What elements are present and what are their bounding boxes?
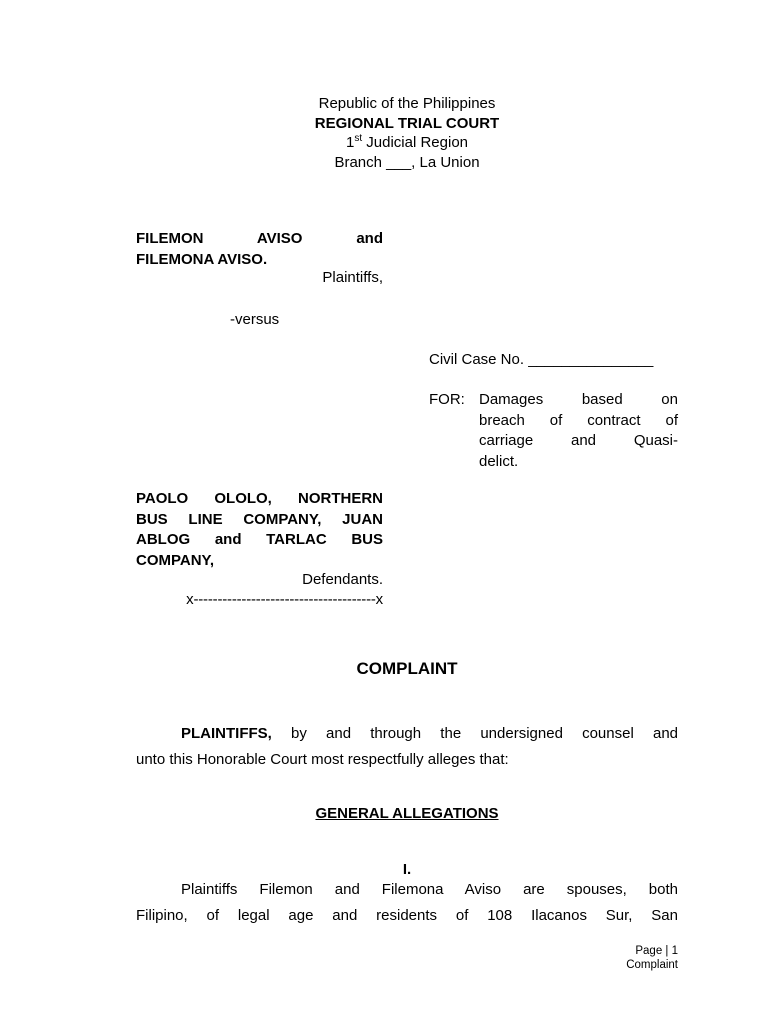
nature-line4: delict. [479, 452, 519, 470]
nature-line1: Damages based on [479, 391, 678, 408]
paragraph-1-line1-text: Plaintiffs Filemon and Filemona Aviso are spouses, both [181, 881, 678, 898]
region-number: 1 [345, 134, 355, 151]
defendants-role: Defendants. [302, 571, 383, 588]
document-title: COMPLAINT [356, 659, 458, 678]
paragraph-1-line2: Filipino, of legal age and residents of 108 Ilacanos Sur, San [136, 907, 678, 924]
paragraph-1-line1 [136, 877, 678, 903]
region-text: Judicial Region [362, 134, 469, 151]
judicial-region-line [0, 133, 768, 153]
page-footer [560, 944, 678, 972]
intro-text-line1: by and through the undersigned counsel and [271, 725, 678, 742]
region-ordinal: st [354, 133, 363, 144]
intro-lead: PLAINTIFFS, [181, 725, 272, 742]
republic-line: Republic of the Philippines [318, 95, 496, 112]
intro-paragraph [136, 721, 678, 773]
caption-separator: x--------------------------------------x [186, 591, 383, 608]
versus-label: -versus [230, 311, 280, 328]
nature-of-action [479, 390, 678, 472]
paragraph-1 [136, 877, 678, 929]
section-heading: GENERAL ALLEGATIONS [315, 805, 499, 822]
paragraph-numeral: I. [402, 861, 412, 878]
intro-line1 [136, 721, 678, 747]
defendants-name [136, 489, 383, 571]
intro-line2: unto this Honorable Court most respectfully alleges that: [136, 751, 509, 768]
plaintiffs-name [136, 229, 383, 270]
nature-line2: breach of contract of [479, 411, 678, 429]
court-header [0, 94, 768, 172]
plaintiffs-name-line2: FILEMONA AVISO. [136, 250, 268, 268]
defendants-name-line2: BUS LINE COMPANY, JUAN [136, 510, 383, 528]
plaintiffs-role: Plaintiffs, [322, 269, 383, 286]
plaintiffs-name-line1: FILEMON AVISO and [136, 230, 383, 247]
defendants-name-line4: COMPANY, [136, 551, 215, 569]
branch-line: Branch ___, La Union [334, 153, 480, 171]
footer-label: Complaint [626, 959, 678, 971]
defendants-name-line1: PAOLO OLOLO, NORTHERN [136, 490, 383, 507]
nature-label: FOR: [429, 391, 465, 408]
court-name: REGIONAL TRIAL COURT [314, 114, 500, 132]
nature-line3: carriage and Quasi- [479, 432, 678, 449]
defendants-name-line3: ABLOG and TARLAC BUS [136, 531, 383, 548]
civil-case-number: Civil Case No. _______________ [429, 351, 654, 368]
page-number: Page | 1 [635, 945, 678, 957]
